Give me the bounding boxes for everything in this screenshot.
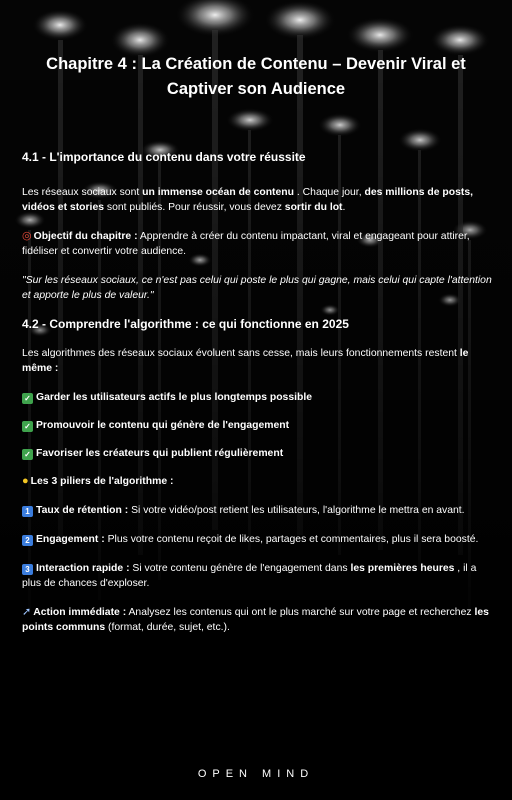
quote: "Sur les réseaux sociaux, ce n'est pas celui qui poste le plus qui gagne, mais celui qui capte l'attention et apporte le plus de valeur."	[22, 275, 492, 301]
immediate-action: ➚ Action immédiate : Analysez les contenus qui ont le plus marché sur votre page et recherchez les points communs (format, durée, sujet, etc.).	[22, 606, 489, 633]
check-icon: ✓	[22, 421, 33, 432]
number-two-icon: 2	[22, 535, 33, 546]
check-item: ✓ Favoriser les créateurs qui publient régulièrement	[22, 446, 492, 461]
target-icon: ◎	[22, 230, 32, 242]
objective-text: Apprendre à créer du contenu impactant, viral et engageant pour attirer, fidéliser et convertir votre audience.	[22, 231, 470, 257]
check-item: ✓ Garder les utilisateurs actifs le plus longtemps possible	[22, 390, 492, 405]
rocket-icon: ➚	[22, 606, 32, 618]
check-icon: ✓	[22, 449, 33, 460]
objective-label: Objectif du chapitre :	[33, 231, 138, 242]
section-heading-4-2: 4.2 - Comprendre l'algorithme : ce qui fonctionne en 2025	[22, 317, 349, 331]
objective-paragraph	[22, 229, 492, 259]
pillar-engagement: 2 Engagement : Plus votre contenu reçoit de likes, partages et commentaires, plus il sera boosté.	[22, 532, 492, 547]
bulb-icon: ●	[22, 475, 29, 487]
content	[22, 150, 492, 635]
check-item: ✓ Promouvoir le contenu qui génère de l'engagement	[22, 418, 492, 433]
pillars-heading: ● Les 3 piliers de l'algorithme :	[22, 475, 174, 487]
number-one-icon: 1	[22, 506, 33, 517]
paragraph-intro: Les réseaux sociaux sont un immense océan de contenu . Chaque jour, des millions de posts, vidéos et stories sont publiés. Pour réussir, vous devez sortir du lot.	[22, 187, 474, 213]
footer-brand: OPEN MIND	[197, 768, 315, 780]
algorithm-intro: Les algorithmes des réseaux sociaux évoluent sans cesse, mais leurs fonctionnements restent le même :	[22, 348, 469, 374]
pillar-interaction: 3 Interaction rapide : Si votre contenu génère de l'engagement dans les premières heures , il a plus de chances d'exploser.	[22, 563, 477, 589]
number-three-icon: 3	[22, 564, 33, 575]
page-title: Chapitre 4 : La Création de Contenu – Devenir Viral et Captiver son Audience	[46, 55, 466, 98]
check-icon: ✓	[22, 393, 33, 404]
pillar-retention: 1 Taux de rétention : Si votre vidéo/post retient les utilisateurs, l'algorithme le mettra en avant.	[22, 503, 492, 518]
section-heading-4-1: 4.1 - L'importance du contenu dans votre réussite	[22, 150, 306, 164]
